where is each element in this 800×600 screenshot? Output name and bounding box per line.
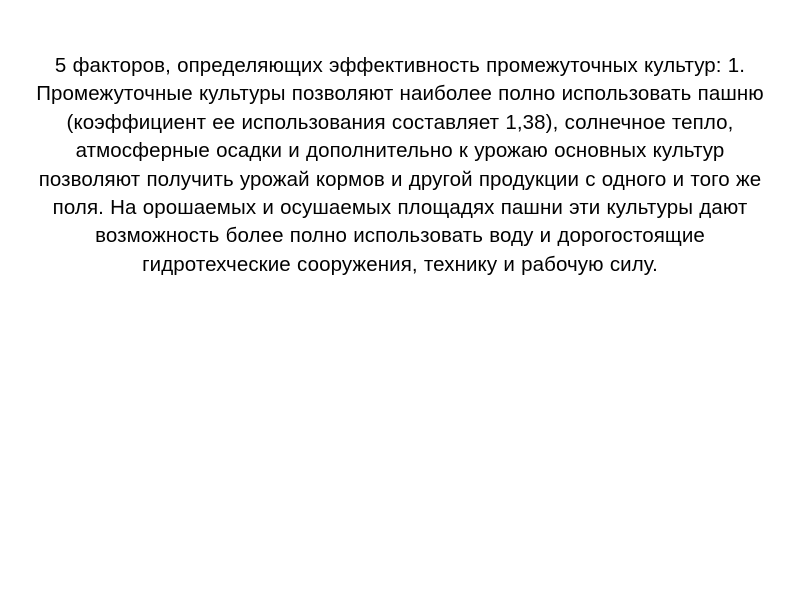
slide-body-text: 5 факторов, определяющих эффективность промежуточных культур: 1. Промежуточные культуры позволяют наиболее полно использовать пашню (коэффициент ее использования составляет 1,38), солнечное тепло, атмосферные осадки и дополнительно к урожаю основных культур позволяют получить урожай кормов и другой продукции с одного и того же поля. На орошаемых и осушаемых площадях пашни эти культуры дают возможность более полно использовать воду и дорогостоящие гидротехческие сооружения, технику и рабочую силу. [36,54,764,276]
slide-content-block [30,52,770,279]
